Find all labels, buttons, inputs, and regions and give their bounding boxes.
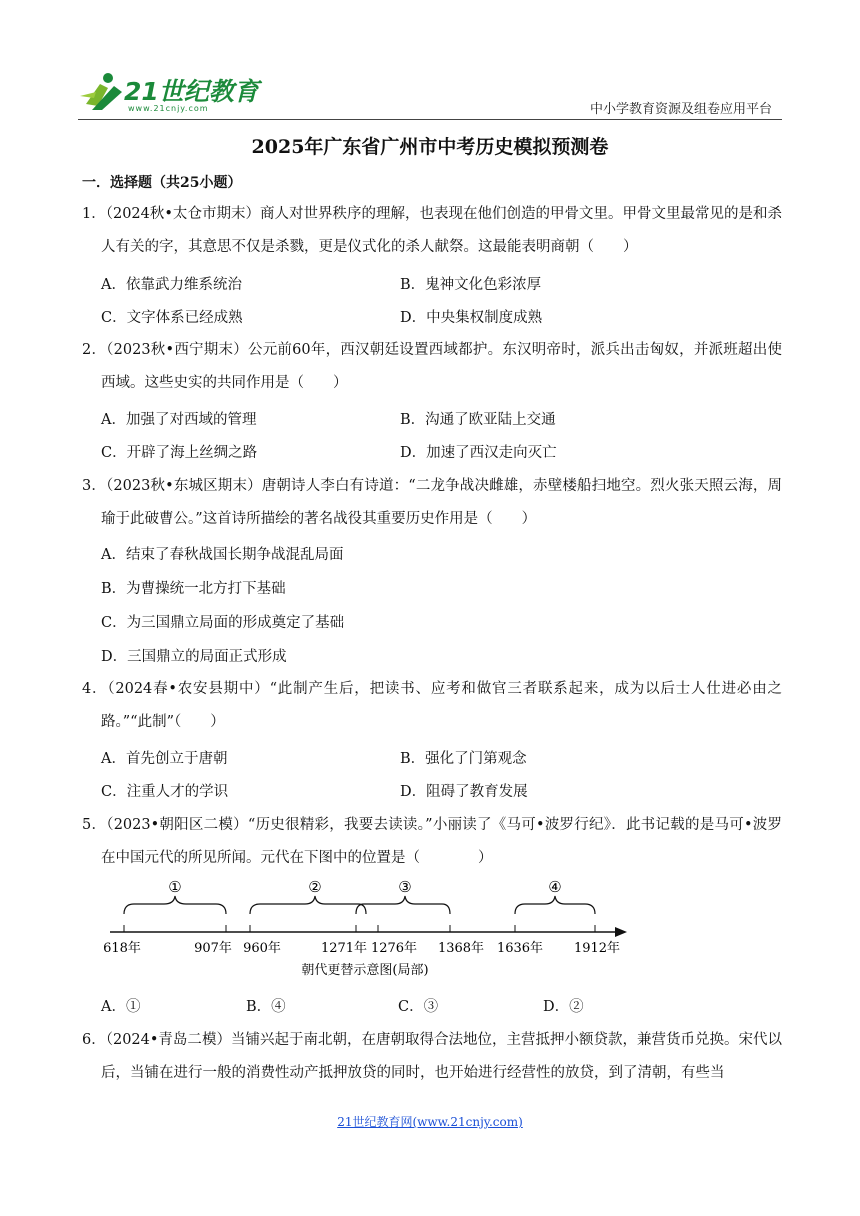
q1-option-a[interactable]: A．依靠武力维系统治: [101, 277, 242, 293]
q2-option-a[interactable]: A．加强了对西域的管理: [101, 412, 257, 428]
timeline-arrow: [615, 927, 627, 937]
question-1: [82, 198, 782, 264]
question-4-stem: 4．（2024春•农安县期中）“此制产生后，把读书、应考和做官三者联系起来，成为以后士人仕进必由之路。”“此制”（ ）: [82, 681, 782, 730]
tick-marks: [124, 925, 595, 932]
q5-option-d[interactable]: D．②: [543, 999, 584, 1015]
q3-option-c[interactable]: C．为三国鼎立局面的形成奠定了基础: [101, 615, 345, 631]
q1-option-d[interactable]: D．中央集权制度成熟: [400, 310, 543, 326]
logo-text: 21世纪教育: [124, 77, 259, 106]
q5-option-b[interactable]: B．④: [246, 999, 286, 1015]
tick-label-907: 907年: [194, 941, 232, 956]
tick-label-1368: 1368年: [437, 941, 485, 956]
q2-option-b[interactable]: B．沟通了欧亚陆上交通: [400, 412, 556, 428]
tick-label-618: 618年: [103, 941, 141, 956]
tick-label-1912: 1912年: [573, 941, 621, 956]
question-3: [82, 470, 782, 536]
question-2-stem: 2．（2023秋•西宁期末）公元前60年，西汉朝廷设置西域都护。东汉明帝时，派兵出击匈奴，并派班超出使西域。这些史实的共同作用是（ ）: [82, 342, 782, 391]
tick-label-1276: 1276年: [370, 941, 418, 956]
question-1-stem: 1．（2024秋•太仓市期末）商人对世界秩序的理解，也表现在他们创造的甲骨文里。甲骨文里最常见的是和杀人有关的字，其意思不仅是杀戮，更是仪式化的杀人献祭。这最能表明商朝（ ）: [82, 206, 782, 255]
question-3-stem: 3．（2023秋•东城区期末）唐朝诗人李白有诗道：“二龙争战决雌雄，赤壁楼船扫地空。烈火张天照云海，周瑜于此破曹公。”这首诗所描绘的著名战役其重要历史作用是（ ）: [82, 478, 782, 527]
q4-option-d[interactable]: D．阻碍了教育发展: [400, 784, 528, 800]
brace-3: [356, 896, 450, 914]
q3-option-a[interactable]: A．结束了春秋战国长期争战混乱局面: [101, 547, 344, 563]
question-6: [82, 1024, 782, 1090]
marker-2: ②: [308, 878, 322, 896]
dynasty-timeline: [100, 870, 630, 980]
question-6-stem: 6．（2024•青岛二模）当铺兴起于南北朝，在唐朝取得合法地位，主营抵押小额贷款，兼营货币兑换。宋代以后，当铺在进行一般的消费性动产抵押放贷的同时，也开始进行经营性的放贷，到了清朝，有些当: [82, 1032, 782, 1081]
q4-option-b[interactable]: B．强化了门第观念: [400, 751, 527, 767]
brace-2: [250, 896, 366, 914]
q2-option-c[interactable]: C．开辟了海上丝绸之路: [101, 445, 258, 461]
q4-option-a[interactable]: A．首先创立于唐朝: [101, 751, 228, 767]
footer-link[interactable]: 21世纪教育网(www.21cnjy.com): [337, 1115, 523, 1129]
page-title: 2025年广东省广州市中考历史模拟预测卷: [251, 136, 609, 158]
question-2: [82, 334, 782, 400]
brace-4: [515, 896, 595, 914]
q1-option-b[interactable]: B．鬼神文化色彩浓厚: [400, 277, 542, 293]
question-5-stem: 5．（2023•朝阳区二模）“历史很精彩，我要去读读。”小丽读了《马可•波罗行纪》．此书记载的是马可•波罗在中国元代的所见所闻。元代在下图中的位置是（ ）: [82, 817, 782, 866]
q5-option-c[interactable]: C．③: [398, 999, 439, 1015]
marker-4: ④: [548, 878, 562, 896]
timeline-caption: 朝代更替示意图(局部): [301, 963, 429, 978]
q1-option-c[interactable]: C．文字体系已经成熟: [101, 310, 243, 326]
tick-label-1271: 1271年: [320, 941, 368, 956]
q5-option-a[interactable]: A．①: [101, 999, 141, 1015]
question-5: [82, 809, 782, 875]
q3-option-d[interactable]: D．三国鼎立的局面正式形成: [101, 649, 287, 665]
logo-url: www.21cnjy.com: [128, 104, 209, 113]
question-4: [82, 673, 782, 739]
tick-label-1636: 1636年: [496, 941, 544, 956]
q3-option-b[interactable]: B．为曹操统一北方打下基础: [101, 581, 286, 597]
q4-option-c[interactable]: C．注重人才的学识: [101, 784, 229, 800]
marker-1: ①: [168, 878, 182, 896]
logo: [78, 66, 259, 118]
section-heading: 一．选择题（共25小题）: [82, 175, 242, 191]
tick-label-960: 960年: [243, 941, 281, 956]
footer: [0, 1113, 860, 1130]
brace-1: [124, 896, 226, 914]
q2-option-d[interactable]: D．加速了西汉走向灭亡: [400, 445, 557, 461]
platform-name: 中小学教育资源及组卷应用平台: [589, 102, 772, 117]
header-divider: [78, 119, 782, 120]
marker-3: ③: [398, 878, 412, 896]
